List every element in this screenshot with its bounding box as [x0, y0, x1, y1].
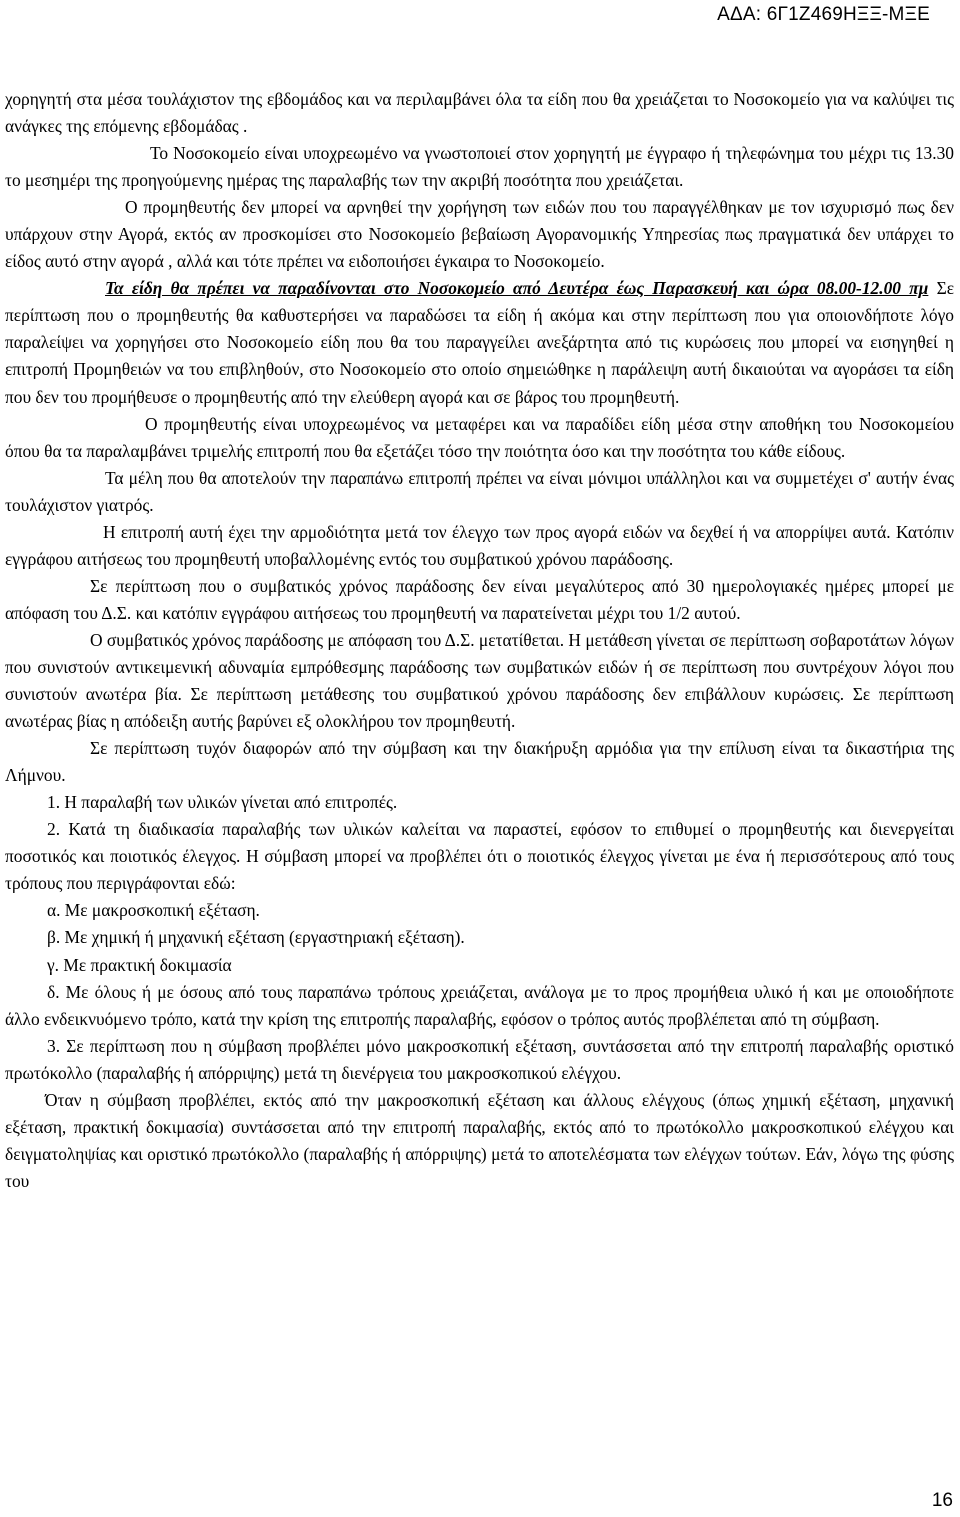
paragraph: Το Νοσοκομείο είναι υποχρεωμένο να γνωστοποιεί στον χορηγητή με έγγραφο ή τηλεφώνημα του μέχρι τις 13.30 το μεσημέρι της προηγούμενης ημέρας της παραλαβής των την ακριβή ποσότητα που χρειάζεται.: [5, 143, 954, 191]
paragraph: Ο προμηθευτής δεν μπορεί να αρνηθεί την χορήγηση των ειδών που του παραγγέλθηκαν με τον ισχυρισμό πως δεν υπάρχουν στην Αγορά, εκτός αν προσκομίσει στο Νοσοκομείο βεβαίωση Αγορανομικής Υπηρεσίας πως πραγματικά δεν υπάρχει το είδος αυτό στην αγορά , αλλά και τότε πρέπει να ειδοποιήσει έγκαιρα το Νοσοκομείο.: [5, 197, 954, 272]
list-item: 3. Σε περίπτωση που η σύμβαση προβλέπει μόνο μακροσκοπική εξέταση, συντάσσεται από την επιτροπή παραλαβής οριστικό πρωτόκολλο (παραλαβής ή απόρριψης) μετά τη διενέργεια του μακροσκοπικού ελέγχου.: [5, 1035, 954, 1083]
paragraph: Ο προμηθευτής είναι υποχρεωμένος να μεταφέρει και να παραδίδει είδη μέσα στην αποθήκη του Νοσοκομείου όπου θα τα παραλαμβάνει τριμελής επιτροπή που θα εξετάζει τόσο την ποιότητα όσο και την ποσότητα του κάθε είδους.: [5, 413, 954, 461]
page-number: 16: [931, 1490, 953, 1511]
paragraph: χορηγητή στα μέσα τουλάχιστον της εβδομάδος και να περιλαμβάνει όλα τα είδη που θα χρειάζεται το Νοσοκομείο για να καλύψει τις ανάγκες της επόμενης εβδομάδας .: [5, 89, 954, 137]
paragraph: Όταν η σύμβαση προβλέπει, εκτός από την μακροσκοπική εξέταση και άλλους ελέγχους (όπως χημική εξέταση, μηχανική εξέταση, πρακτική δοκιμασία) συντάσσεται από την επιτροπή παραλαβής, εκτός από το πρωτόκολλο μακροσκοπικού ελέγχου και δειγματοληψίας και οριστικό πρωτόκολλο (παραλαβής ή απόρριψης) μετά το αποτελέσματα των ελέγχων τούτων. Εάν, λόγω της φύσης του: [5, 1089, 954, 1191]
paragraph-text: Σε περίπτωση που ο προμηθευτής θα καθυστερήσει να παραδώσει τα είδη ή ακόμα και στην περίπτωση που για οποιονδήποτε λόγο παραλείψει να χορηγήσει στο Νοσοκομείο είδη που θα του παραγγείλει ανεξάρτητα από τις κυρώσεις που μπορεί να εισηγηθεί η επιτροπή Προμηθειών να του επιβληθούν, στο Νοσοκομείο στο οποίο σημειώθηκε η παράλειψη αυτή δικαιούται να αγοράσει τα είδη που δεν του προμήθευσε ο προμηθευτής από την ελεύθερη αγορά και σε βάρος του προμηθευτή.: [5, 278, 954, 407]
paragraph: Ο συμβατικός χρόνος παράδοσης με απόφαση του Δ.Σ. μετατίθεται. Η μετάθεση γίνεται σε περίπτωση σοβαροτάτων λόγων που συνιστούν αντικειμενική αδυναμία εμπρόθεσμης παράδοσης των συμβατικών ειδών ή σε περίπτωση που συντρέχουν λόγοι που συνιστούν ανωτέρα βία. Σε περίπτωση μετάθεσης του συμβατικού χρόνου παράδοσης δεν επιβάλλουν κυρώσεις. Σε περίπτωση ανωτέρας βίας η απόδειξη αυτής βαρύνει εξ ολοκλήρου τον προμηθευτή.: [5, 629, 954, 732]
sub-list-item: β. Με χημική ή μηχανική εξέταση (εργαστηριακή εξέταση).: [47, 927, 465, 948]
paragraph: [5, 275, 954, 410]
paragraph: Σε περίπτωση τυχόν διαφορών από την σύμβαση και την διακήρυξη αρμόδια για την επίλυση είναι τα δικαστήρια της Λήμνου.: [5, 738, 954, 786]
paragraph: Τα μέλη που θα αποτελούν την παραπάνω επιτροπή πρέπει να είναι μόνιμοι υπάλληλοι και να συμμετέχει σ' αυτήν ένας τουλάχιστον γιατρός.: [5, 467, 954, 515]
list-item: 1. Η παραλαβή των υλικών γίνεται από επιτροπές.: [47, 792, 398, 813]
delivery-hours-emphasis: Τα είδη θα πρέπει να παραδίνονται στο Νοσοκομείο από Δευτέρα έως Παρασκευή και ώρα 08.00-12.00 πμ: [105, 278, 929, 299]
sub-list-item: α. Με μακροσκοπική εξέταση.: [47, 900, 260, 921]
paragraph: Σε περίπτωση που ο συμβατικός χρόνος παράδοσης δεν είναι μεγαλύτερος από 30 ημερολογιακές ημέρες μπορεί με απόφαση του Δ.Σ. και κατόπιν εγγράφου αιτήσεως του προμηθευτή να παρατείνεται μέχρι του 1/2 αυτού.: [5, 575, 954, 623]
sub-list-item: δ. Με όλους ή με όσους από τους παραπάνω τρόπους χρειάζεται, ανάλογα με το προς προμήθεια υλικό ή και με οποιοδήποτε άλλο ενδεικνυόμενο τρόπο, κατά την κρίση της επιτροπής παραλαβής, εφόσον ο τρόπος αυτός προβλέπεται από τη σύμβαση.: [5, 981, 954, 1029]
document-body: [5, 86, 954, 1195]
paragraph: Η επιτροπή αυτή έχει την αρμοδιότητα μετά τον έλεγχο των προς αγορά ειδών να δεχθεί ή να απορρίψει αυτά. Κατόπιν εγγράφου αιτήσεως του προμηθευτή υποβαλλομένης εντός του συμβατικού χρόνου παράδοσης.: [5, 521, 954, 569]
list-item: 2. Κατά τη διαδικασία παραλαβής των υλικών καλείται να παραστεί, εφόσον το επιθυμεί ο προμηθευτής και διενεργείται ποσοτικός και ποιοτικός έλεγχος. Η σύμβαση μπορεί να προβλέπει ότι ο ποιοτικός έλεγχος γίνεται με ένα ή περισσότερους από τους τρόπους που περιγράφονται εδώ:: [5, 819, 954, 894]
sub-list-item: γ. Με πρακτική δοκιμασία: [47, 954, 232, 975]
ada-code: ΑΔΑ: 6Γ1Ζ469ΗΞΞ-ΜΞΕ: [717, 4, 930, 25]
